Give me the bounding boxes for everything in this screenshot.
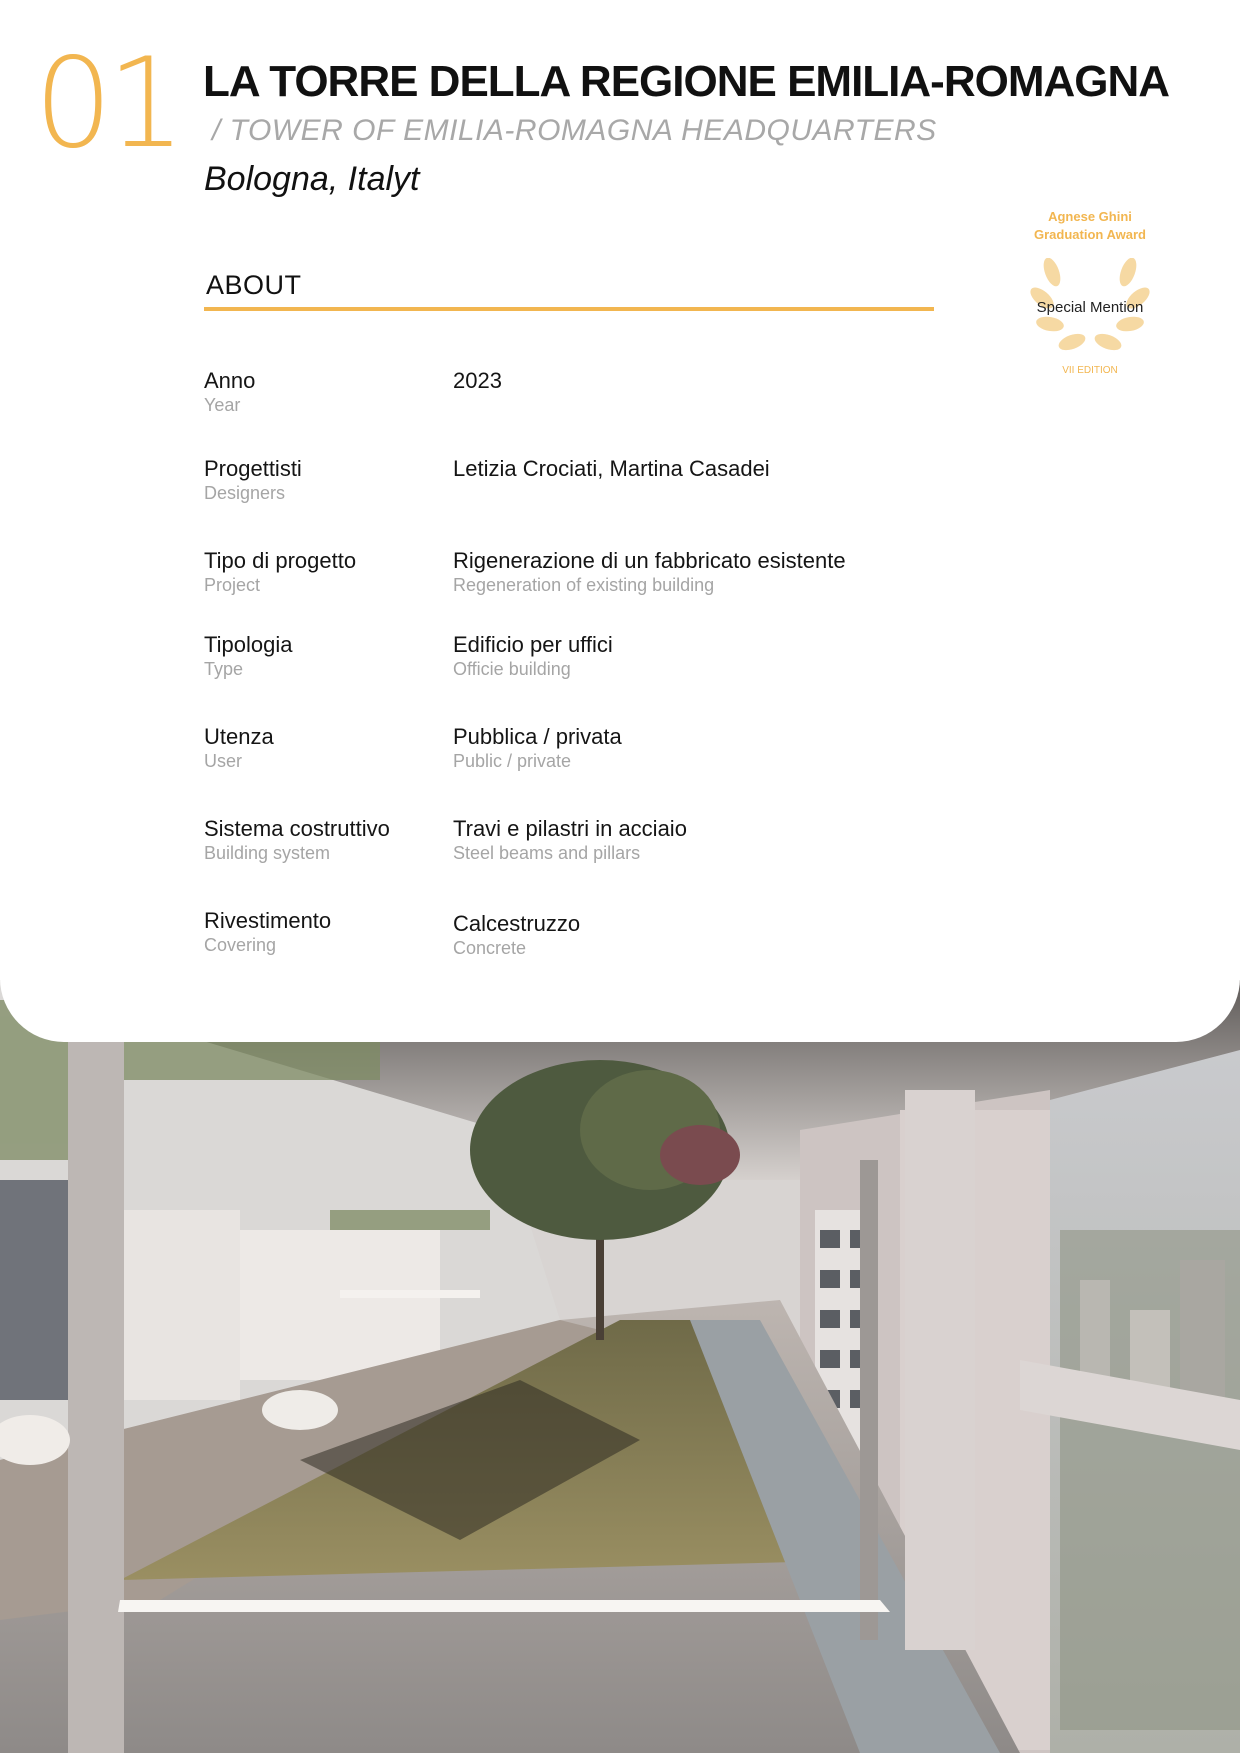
award-name: Agnese Ghini (1048, 209, 1132, 224)
award-badge (1010, 208, 1170, 383)
project-location: Bologna, Italyt (204, 160, 420, 198)
row-label-en: Type (204, 659, 244, 679)
project-subtitle: / TOWER OF EMILIA-ROMAGNA HEADQUARTERS (212, 114, 937, 147)
row-label: Progettisti (204, 456, 302, 481)
row-label-en: Designers (204, 483, 286, 503)
row-label: Utenza (204, 724, 274, 749)
row-label: Tipo di progetto (204, 548, 357, 573)
award-mention: Special Mention (1036, 299, 1144, 316)
row-label: Tipologia (204, 632, 293, 657)
row-value: Travi e pilastri in acciaio (453, 816, 687, 841)
row-value-en: Officie building (453, 659, 571, 679)
project-number: 01 (34, 32, 180, 176)
row-value: Letizia Crociati, Martina Casadei (453, 456, 770, 481)
award-edition: VII EDITION (1062, 365, 1118, 376)
award-subtitle: Graduation Award (1034, 227, 1146, 242)
row-value: Rigenerazione di un fabbricato esistente (453, 548, 846, 573)
row-value-en: Concrete (453, 938, 527, 958)
row-label: Sistema costruttivo (204, 816, 390, 841)
about-divider (204, 307, 934, 311)
project-title: LA TORRE DELLA REGIONE EMILIA-ROMAGNA (203, 57, 1170, 106)
row-value-en: Steel beams and pillars (453, 843, 641, 863)
row-value: Pubblica / privata (453, 724, 622, 749)
row-value: Edificio per uffici (453, 632, 613, 657)
row-value-en: Regeneration of existing building (453, 575, 715, 595)
row-label: Rivestimento (204, 908, 332, 933)
row-value-en: Public / private (453, 751, 572, 771)
row-label-en: Building system (204, 843, 331, 863)
row-label: Anno (204, 368, 256, 393)
about-heading: ABOUT (206, 270, 302, 300)
row-label-en: Year (204, 395, 241, 415)
row-value: Calcestruzzo (453, 911, 581, 936)
row-label-en: Project (204, 575, 261, 595)
architectural-rendering (0, 980, 1240, 1753)
row-label-en: User (204, 751, 243, 771)
row-value: 2023 (453, 368, 502, 393)
row-label-en: Covering (204, 935, 277, 955)
